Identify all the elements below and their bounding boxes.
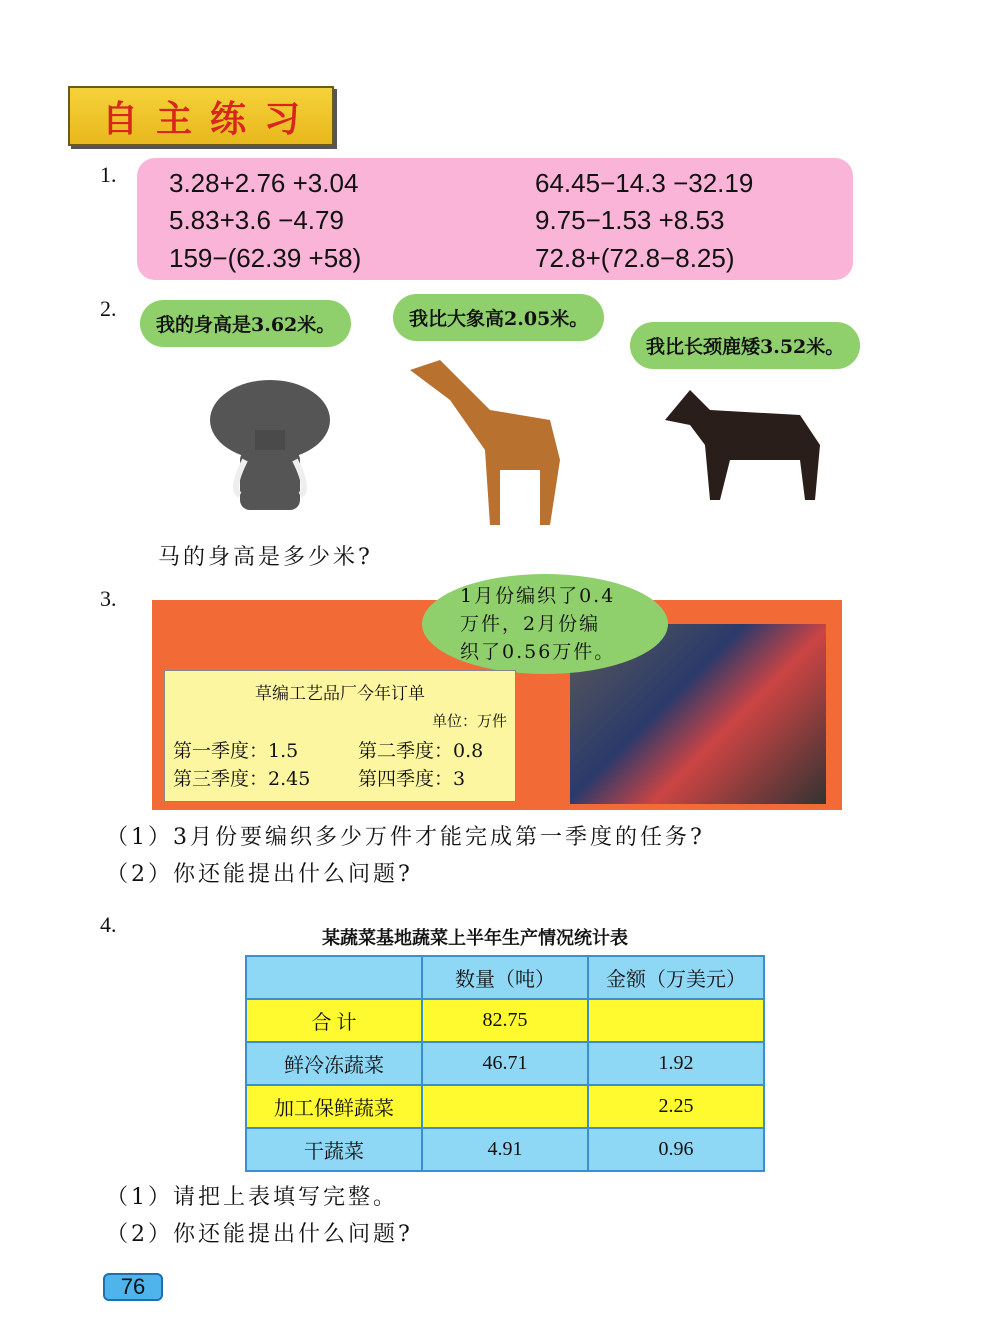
table-row bbox=[246, 1085, 764, 1128]
quarter-2: 第二季度：0.8 bbox=[358, 740, 484, 762]
row-label: 鲜冷冻蔬菜 bbox=[246, 1042, 422, 1085]
horse-bubble: 我比长颈鹿矮3.52米。 bbox=[630, 322, 860, 369]
bubble-line: 织了0.56万件。 bbox=[460, 641, 616, 663]
vegetable-table bbox=[245, 955, 765, 1172]
q3-sub-2: （2）你还能提出什么问题? bbox=[106, 862, 413, 887]
cell: 2.25 bbox=[588, 1085, 764, 1128]
table-row bbox=[246, 1042, 764, 1085]
expr: 3.28+2.76 +3.04 bbox=[169, 168, 359, 198]
header-cell: 数量（吨） bbox=[422, 956, 588, 999]
cell: 4.91 bbox=[422, 1128, 588, 1171]
expr: 72.8+(72.8−8.25) bbox=[535, 243, 735, 273]
giraffe-bubble: 我比大象高2.05米。 bbox=[393, 294, 604, 341]
row-label: 加工保鲜蔬菜 bbox=[246, 1085, 422, 1128]
q2-number: 2. bbox=[100, 296, 117, 321]
section-title: 自主练习 bbox=[68, 86, 334, 146]
q3-sub-1: （1）3月份要编织多少万件才能完成第一季度的任务? bbox=[106, 825, 705, 850]
order-note bbox=[164, 670, 516, 802]
q3-bubble bbox=[422, 574, 668, 674]
blank-cell bbox=[588, 999, 764, 1042]
expr: 5.83+3.6 −4.79 bbox=[169, 205, 344, 235]
q4-sub-2: （2）你还能提出什么问题? bbox=[106, 1222, 413, 1247]
q1-number: 1. bbox=[100, 162, 117, 187]
quarter-1: 第一季度：1.5 bbox=[173, 740, 299, 762]
expr: 9.75−1.53 +8.53 bbox=[535, 205, 725, 235]
bubble-line: 1月份编织了0.4 bbox=[460, 585, 616, 607]
bubble-line: 万件，2月份编 bbox=[460, 613, 601, 635]
quarter-4: 第四季度：3 bbox=[358, 768, 466, 790]
blank-cell bbox=[422, 1085, 588, 1128]
row-label: 合 计 bbox=[246, 999, 422, 1042]
expr: 159−(62.39 +58) bbox=[169, 243, 362, 273]
cell: 1.92 bbox=[588, 1042, 764, 1085]
note-unit: 单位：万件 bbox=[431, 712, 507, 730]
elephant-image bbox=[200, 370, 340, 520]
row-label: 干蔬菜 bbox=[246, 1128, 422, 1171]
q2-question: 马的身高是多少米? bbox=[158, 545, 373, 570]
table-header bbox=[246, 956, 764, 999]
page-number: 76 bbox=[103, 1273, 163, 1301]
note-title: 草编工艺品厂今年订单 bbox=[255, 684, 425, 704]
table-row bbox=[246, 999, 764, 1042]
q4-sub-1: （1）请把上表填写完整。 bbox=[106, 1185, 398, 1210]
q4-number: 4. bbox=[100, 912, 117, 937]
expr: 64.45−14.3 −32.19 bbox=[535, 168, 754, 198]
horse-image bbox=[660, 385, 830, 505]
table-title: 某蔬菜基地蔬菜上半年生产情况统计表 bbox=[322, 928, 628, 949]
q3-number: 3. bbox=[100, 586, 117, 611]
header-cell: 金额（万美元） bbox=[588, 956, 764, 999]
q1-box bbox=[137, 158, 853, 280]
table-row bbox=[246, 1128, 764, 1171]
cell: 0.96 bbox=[588, 1128, 764, 1171]
cell: 46.71 bbox=[422, 1042, 588, 1085]
giraffe-image bbox=[400, 340, 570, 530]
quarter-3: 第三季度：2.45 bbox=[173, 768, 311, 790]
cell: 82.75 bbox=[422, 999, 588, 1042]
elephant-bubble: 我的身高是3.62米。 bbox=[140, 300, 351, 347]
header-cell bbox=[246, 956, 422, 999]
